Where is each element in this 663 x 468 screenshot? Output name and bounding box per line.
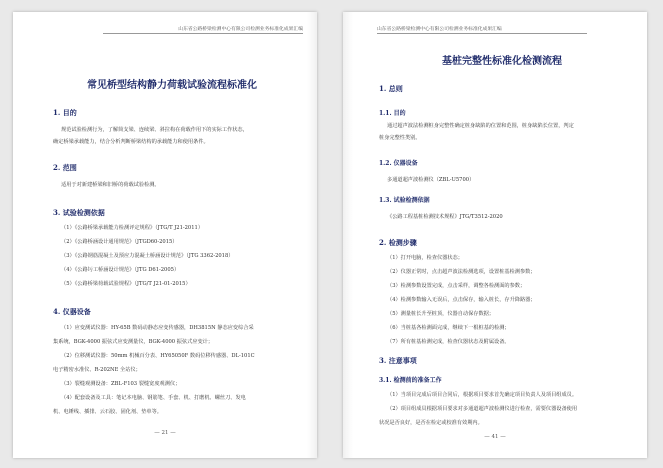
list-item: （1）《公路桥梁承载能力检测评定规程》（JTG/T J21-2011） [61, 225, 204, 231]
paragraph-line: 通过超声波法检测桩身完整性确定桩身缺陷的位置和范围，桩身缺陷长位置，判定 [387, 123, 574, 129]
paragraph-line: 多通道超声波检测仪（ZBL-U5700） [387, 177, 475, 183]
list-item: （2）《公路桥涵设计通用规范》（JTGD60-2015） [61, 239, 178, 245]
subsection-heading: 1.3. 试验检测依据 [379, 197, 430, 204]
header-rule [377, 33, 587, 34]
left-page [13, 12, 317, 458]
paragraph-line: 机、电锤线、插排、云石胶、固化剂、垫单等。 [53, 409, 162, 415]
right-page [343, 12, 647, 458]
list-item: （1）当项目完成后项目合同后，根据项目要求首先确定项目负责人及项目组成员。 [387, 392, 578, 398]
paragraph-line: 桩身完整性类别。 [379, 135, 421, 141]
running-header: 山东省公路桥梁检测中心有限公司检测业务标准化成果汇编 [377, 27, 502, 32]
page-number: — 41 — [484, 434, 506, 440]
list-item: （5）测量桩长升至桩顶，仪器自动保存数据； [387, 311, 495, 317]
list-item: （4）配套设备及工具：笔记本电脑、钢筋笔、手套、机、打磨机、螺丝刀、发电 [61, 395, 246, 401]
header-rule [103, 33, 303, 34]
section-heading: 2. 范围 [53, 163, 77, 172]
paragraph-line: 确定桥梁承载能力，结合分析判断桥梁结构的承载能力和使用条件。 [53, 139, 209, 145]
section-heading: 3. 试验检测依据 [53, 208, 105, 217]
list-item: （1）应变测试仪器：HY-65B 数码动静态应变传感器，DH3815N 静态应变综合采 [61, 325, 254, 331]
paragraph-line: 电子精密水准仪、R-202NE 全站仪； [53, 367, 141, 373]
subsection-heading: 1.2. 仪器设备 [379, 160, 418, 167]
section-heading: 4. 仪器设备 [53, 307, 91, 316]
list-item: （4）《公路圬工桥涵设计规范》（JTG D61-2005） [61, 267, 180, 273]
list-item: （7）所有桩基检测完成，检查仪器状态及附属设备。 [387, 339, 510, 345]
list-item: （3）裂缝观测设备：ZBL-F103 裂缝宽度观测仪； [61, 381, 181, 387]
paragraph-line: 状况是否良好，是否在检定或校准有效期内。 [379, 420, 483, 426]
list-item: （4）检测参数输入无误后，点击保存，输入桩长，存升降路器； [387, 297, 536, 303]
paragraph-line: 适用于对新建桥梁和旧桥的荷载试验检测。 [61, 182, 160, 188]
page-title: 常见桥型结构静力荷载试验流程标准化 [87, 80, 257, 91]
list-item: （3）《公路钢筋混凝土及预应力混凝土桥涵设计规范》（JTG 3362-2018） [61, 253, 234, 259]
paragraph-line: 集系统，BGK-4000 振弦式应变测量仪，BGK-4000 振弦式应变计； [53, 339, 214, 345]
subsection-heading: 3.1. 检测前的准备工作 [379, 377, 442, 384]
page-crease-shadow [307, 12, 317, 458]
section-heading: 3. 注意事项 [379, 356, 417, 365]
page-crease-shadow [343, 12, 353, 458]
page-number: — 21 — [154, 430, 176, 436]
subsection-heading: 1.1. 目的 [379, 110, 406, 117]
page-title: 基桩完整性标准化检测流程 [442, 56, 562, 67]
list-item: （3）检测参数设置完成，点击采样，调整各检测面的参数； [387, 283, 526, 289]
list-item: （2）项目组成员根据项目要求对多通道超声波检测仪进行检查，需要仪器设备使用 [387, 406, 578, 412]
paragraph-line: 《公路工程基桩检测技术规程》JTG/T3512-2020 [387, 214, 503, 220]
list-item: （2）位移测试仪器：50mm 机械百分表、HY65050F 数码位移传感器、DL-101C [61, 353, 255, 359]
list-item: （5）《公路桥梁荷载试验规程》（JTG/T J21-01-2015） [61, 281, 191, 287]
list-item: （1）打开电脑，检查仪器状态； [387, 255, 463, 261]
list-item: （2）仪器正常时，点击超声波法检测选项，设置桩基检测参数； [387, 269, 536, 275]
section-heading: 1. 目的 [53, 108, 77, 117]
list-item: （6）当桩基各检测面完成，继续下一根桩基的检测； [387, 325, 510, 331]
section-heading: 1. 总则 [379, 84, 403, 93]
section-heading: 2. 检测步骤 [379, 238, 417, 247]
paragraph-line: 规范试验检测行为，了解简支梁、连续梁、斜拉构在荷载作用下的实际工作状态， [61, 127, 248, 133]
running-header: 山东省公路桥梁检测中心有限公司检测业务标准化成果汇编 [178, 27, 303, 32]
